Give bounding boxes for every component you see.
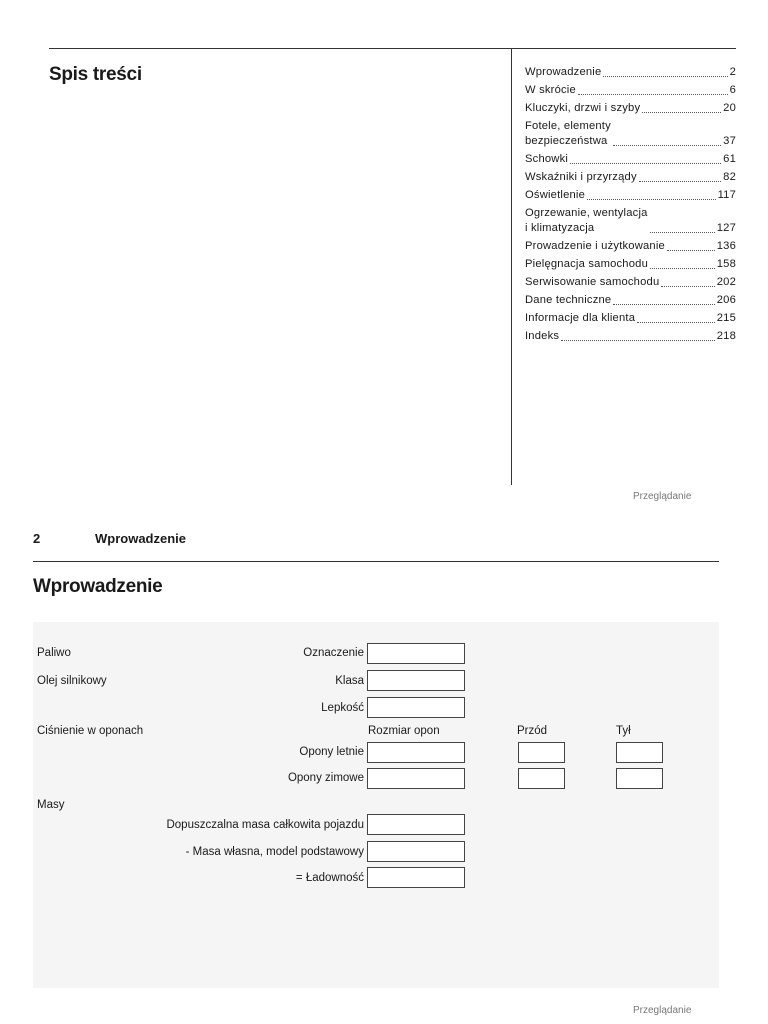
toc-entry[interactable]: [525, 152, 736, 167]
gross-weight-field[interactable]: [367, 814, 465, 835]
toc-entry-page: 158: [716, 258, 736, 270]
oil-viscosity-field[interactable]: [367, 697, 465, 718]
toc-entry-title: W skrócie: [525, 84, 576, 96]
curb-weight-field[interactable]: [367, 841, 465, 862]
toc-entry-page: 117: [717, 189, 736, 201]
toc-entry-page: 6: [729, 84, 736, 96]
curb-weight-label: - Masa własna, model podstawowy: [185, 846, 364, 858]
toc-entry-title: Ogrzewanie, wentylacja i klimatyzacja: [525, 207, 648, 234]
winter-tire-size-field[interactable]: [367, 768, 465, 789]
toc-entry-page: 82: [723, 171, 736, 183]
toc-entry-page: 20: [723, 102, 736, 114]
toc-dot-leader: [650, 268, 715, 269]
toc-dot-leader: [661, 286, 714, 287]
toc-entry-title: Serwisowanie samochodu: [525, 276, 660, 288]
engine-oil-label: Olej silnikowy: [37, 675, 107, 687]
toc-entry[interactable]: [525, 65, 736, 80]
toc-dot-leader: [587, 199, 716, 200]
toc-dot-leader: [603, 76, 727, 77]
fuel-designation-field[interactable]: [367, 643, 465, 664]
oil-class-label: Klasa: [335, 675, 364, 687]
oil-viscosity-label: Lepkość: [321, 702, 364, 714]
winter-rear-pressure-field[interactable]: [616, 768, 663, 789]
toc-dot-leader: [650, 232, 715, 233]
toc-entry-title: Prowadzenie i użytkowanie: [525, 240, 665, 252]
toc-entry[interactable]: [525, 83, 736, 98]
tire-size-header: Rozmiar opon: [368, 725, 440, 737]
toc-entry[interactable]: [525, 101, 736, 116]
toc-dot-leader: [613, 304, 714, 305]
gross-weight-label: Dopuszczalna masa całkowita pojazdu: [166, 819, 364, 831]
toc-entry[interactable]: [525, 239, 736, 254]
toc-entry[interactable]: [525, 188, 736, 203]
toc-entry-title: Indeks: [525, 330, 560, 342]
toc-entry[interactable]: [525, 119, 736, 149]
toc-entry[interactable]: [525, 329, 736, 344]
toc-entry-page: 206: [716, 294, 736, 306]
toc-dot-leader: [642, 112, 721, 113]
toc-entry-title: Pielęgnacja samochodu: [525, 258, 648, 270]
summer-front-pressure-field[interactable]: [518, 742, 565, 763]
toc-entry[interactable]: [525, 206, 736, 236]
running-header-page-number: 2: [33, 531, 41, 546]
summer-rear-pressure-field[interactable]: [616, 742, 663, 763]
toc-entry-title: Wprowadzenie: [525, 66, 602, 78]
payload-label: = Ładowność: [295, 872, 364, 884]
front-header: Przód: [517, 725, 548, 737]
toc-dot-leader: [570, 163, 721, 164]
winter-tires-label: Opony zimowe: [287, 772, 364, 784]
header-rule: [33, 561, 719, 562]
masses-label: Masy: [37, 799, 65, 811]
toc-column-divider: [511, 49, 512, 485]
page-title: Wprowadzenie: [33, 576, 163, 597]
toc-entry-title: Schowki: [525, 153, 569, 165]
toc-entry-page: 218: [716, 330, 736, 342]
toc-entry-title: Wskaźniki i przyrządy: [525, 171, 637, 183]
payload-field[interactable]: [367, 867, 465, 888]
toc-list: [525, 65, 736, 347]
toc-entry-title: Fotele, elementy bezpieczeństwa: [525, 120, 611, 147]
toc-entry-title: Dane techniczne: [525, 294, 612, 306]
fuel-label: Paliwo: [37, 647, 71, 659]
oil-class-field[interactable]: [367, 670, 465, 691]
toc-entry-page: 202: [716, 276, 736, 288]
winter-front-pressure-field[interactable]: [518, 768, 565, 789]
toc-entry[interactable]: [525, 170, 736, 185]
top-rule: [49, 48, 736, 49]
toc-entry[interactable]: [525, 311, 736, 326]
toc-entry-title: Informacje dla klienta: [525, 312, 636, 324]
toc-dot-leader: [613, 145, 721, 146]
toc-entry-page: 61: [723, 153, 736, 165]
designation-label: Oznaczenie: [303, 647, 364, 659]
toc-dot-leader: [667, 250, 715, 251]
toc-entry[interactable]: [525, 257, 736, 272]
toc-entry[interactable]: [525, 275, 736, 290]
toc-entry-title: Oświetlenie: [525, 189, 586, 201]
toc-entry-page: 127: [716, 222, 736, 234]
toc-entry-page: 37: [723, 135, 736, 147]
toc-entry[interactable]: [525, 293, 736, 308]
toc-heading: Spis treści: [49, 64, 142, 85]
summer-tire-size-field[interactable]: [367, 742, 465, 763]
toc-dot-leader: [639, 181, 721, 182]
toc-entry-page: 136: [716, 240, 736, 252]
summer-tires-label: Opony letnie: [299, 746, 364, 758]
toc-dot-leader: [561, 340, 715, 341]
toc-dot-leader: [637, 322, 715, 323]
toc-entry-page: 215: [716, 312, 736, 324]
running-header-title: Wprowadzenie: [95, 531, 187, 546]
tire-pressure-label: Ciśnienie w oponach: [37, 725, 144, 737]
toc-dot-leader: [578, 94, 728, 95]
browse-link-bottom[interactable]: Przeglądanie: [633, 1005, 692, 1016]
rear-header: Tył: [616, 725, 631, 737]
browse-link[interactable]: Przeglądanie: [633, 491, 692, 502]
vehicle-data-form: [33, 622, 719, 988]
toc-entry-page: 2: [729, 66, 736, 78]
toc-entry-title: Kluczyki, drzwi i szyby: [525, 102, 641, 114]
